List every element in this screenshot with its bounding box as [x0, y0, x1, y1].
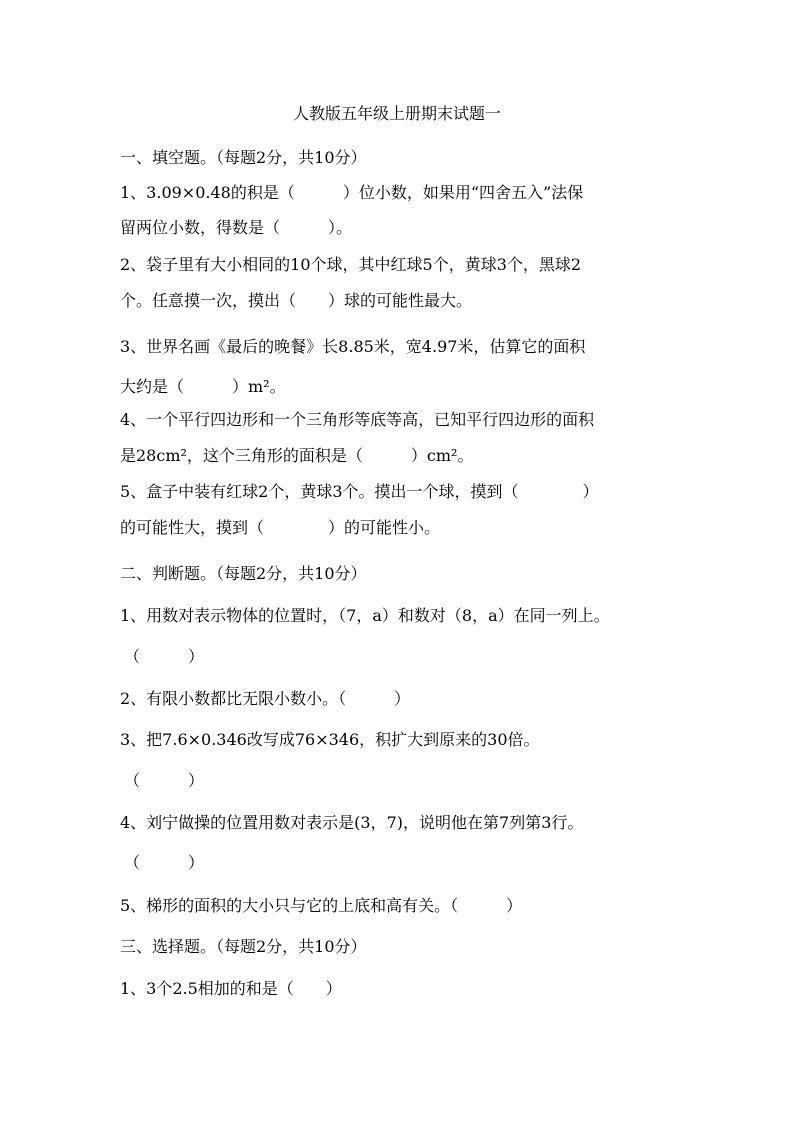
question-line: 2、有限小数都比无限小数小。（ ） [120, 689, 411, 708]
section-heading-true-false: 二、判断题。（每题2分，共10分） [120, 564, 367, 583]
question-line: 大约是（ ）m²。 [120, 377, 286, 396]
question-line: 留两位小数，得数是（ ）。 [120, 218, 353, 237]
answer-blank: （ ） [124, 853, 205, 872]
question-line: 5、盒子中装有红球2个，黄球3个。摸出一个球，摸到（ ） [120, 482, 599, 501]
question-line: 3、把7.6×0.346改写成76×346，积扩大到原来的30倍。 [120, 730, 540, 749]
section-heading-fill-in: 一、填空题。（每题2分，共10分） [120, 148, 367, 167]
question-line: 个。任意摸一次，摸出（ ）球的可能性最大。 [120, 291, 473, 310]
answer-blank: （ ） [124, 647, 205, 666]
question-line: 1、3个2.5相加的和是（ ） [120, 979, 342, 998]
question-line: 是28cm²，这个三角形的面积是（ ）cm²。 [120, 446, 474, 465]
question-line: 1、3.09×0.48的积是（ ）位小数，如果用“四舍五入”法保 [120, 183, 584, 202]
question-line: 3、世界名画《最后的晚餐》长8.85米，宽4.97米，估算它的面积 [120, 337, 586, 356]
answer-blank: （ ） [124, 771, 205, 790]
question-line: 2、袋子里有大小相同的10个球，其中红球5个，黄球3个，黑球2 [120, 255, 582, 274]
question-line: 4、一个平行四边形和一个三角形等底等高，已知平行四边形的面积 [120, 410, 595, 429]
question-line: 4、刘宁做操的位置用数对表示是(3，7)，说明他在第7列第3行。 [120, 813, 584, 832]
document-title: 人教版五年级上册期末试题一 [292, 104, 501, 123]
question-line: 5、梯形的面积的大小只与它的上底和高有关。（ ） [120, 896, 523, 915]
question-line: 1、用数对表示物体的位置时，（7，a）和数对（8，a）在同一列上。 [120, 606, 610, 625]
section-heading-multiple-choice: 三、选择题。（每题2分，共10分） [120, 937, 367, 956]
question-line: 的可能性大，摸到（ ）的可能性小。 [120, 518, 441, 537]
